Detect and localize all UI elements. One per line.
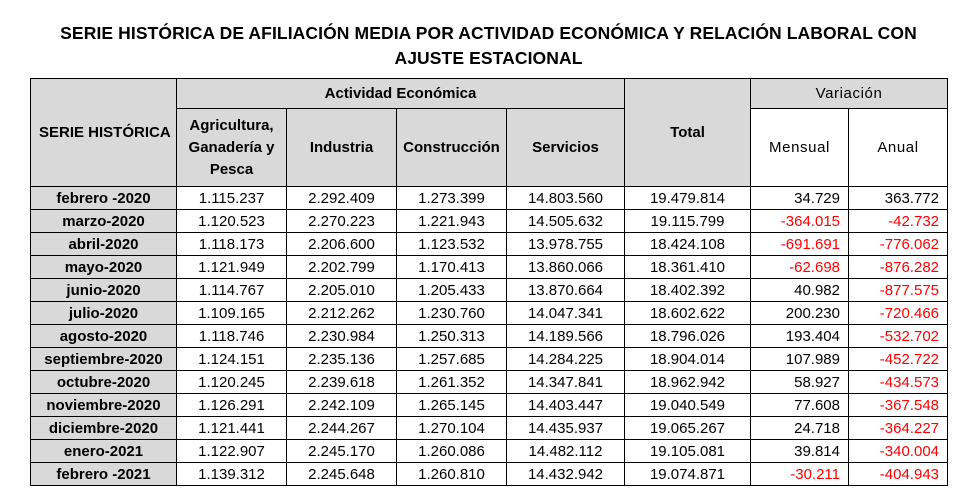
cell-mensual: 58.927 xyxy=(751,371,849,394)
cell-mensual: 193.404 xyxy=(751,325,849,348)
cell-mensual: -691.691 xyxy=(751,233,849,256)
cell-total: 19.105.081 xyxy=(625,440,751,463)
table-row xyxy=(31,256,948,279)
table-row xyxy=(31,348,948,371)
cell-servicios: 13.870.664 xyxy=(507,279,625,302)
cell-anual: -452.722 xyxy=(849,348,948,371)
header-servicios: Servicios xyxy=(507,109,625,187)
cell-agricultura: 1.118.746 xyxy=(177,325,287,348)
cell-mensual: 24.718 xyxy=(751,417,849,440)
row-period: febrero -2020 xyxy=(31,187,177,210)
cell-mensual: 39.814 xyxy=(751,440,849,463)
cell-total: 19.115.799 xyxy=(625,210,751,233)
cell-construccion: 1.205.433 xyxy=(397,279,507,302)
title-line-2: AJUSTE ESTACIONAL xyxy=(394,48,583,68)
cell-construccion: 1.123.532 xyxy=(397,233,507,256)
cell-total: 19.065.267 xyxy=(625,417,751,440)
cell-industria: 2.202.799 xyxy=(287,256,397,279)
header-industria: Industria xyxy=(287,109,397,187)
cell-total: 19.479.814 xyxy=(625,187,751,210)
cell-agricultura: 1.109.165 xyxy=(177,302,287,325)
cell-construccion: 1.170.413 xyxy=(397,256,507,279)
cell-construccion: 1.270.104 xyxy=(397,417,507,440)
table-row xyxy=(31,187,948,210)
cell-industria: 2.270.223 xyxy=(287,210,397,233)
cell-industria: 2.242.109 xyxy=(287,394,397,417)
cell-industria: 2.245.170 xyxy=(287,440,397,463)
cell-servicios: 14.189.566 xyxy=(507,325,625,348)
header-mensual: Mensual xyxy=(751,109,849,187)
row-period: agosto-2020 xyxy=(31,325,177,348)
row-period: noviembre-2020 xyxy=(31,394,177,417)
cell-agricultura: 1.120.245 xyxy=(177,371,287,394)
cell-anual: -434.573 xyxy=(849,371,948,394)
row-period: febrero -2021 xyxy=(31,463,177,486)
row-period: septiembre-2020 xyxy=(31,348,177,371)
cell-anual: -532.702 xyxy=(849,325,948,348)
cell-agricultura: 1.124.151 xyxy=(177,348,287,371)
header-agricultura: Agricultura, Ganadería y Pesca xyxy=(177,109,287,187)
cell-servicios: 13.860.066 xyxy=(507,256,625,279)
cell-agricultura: 1.139.312 xyxy=(177,463,287,486)
cell-anual: -877.575 xyxy=(849,279,948,302)
cell-total: 18.424.108 xyxy=(625,233,751,256)
cell-servicios: 14.505.632 xyxy=(507,210,625,233)
row-period: mayo-2020 xyxy=(31,256,177,279)
cell-servicios: 14.435.937 xyxy=(507,417,625,440)
cell-agricultura: 1.121.441 xyxy=(177,417,287,440)
cell-industria: 2.230.984 xyxy=(287,325,397,348)
cell-total: 18.402.392 xyxy=(625,279,751,302)
table-row xyxy=(31,371,948,394)
cell-anual: -404.943 xyxy=(849,463,948,486)
cell-anual: 363.772 xyxy=(849,187,948,210)
cell-servicios: 13.978.755 xyxy=(507,233,625,256)
cell-mensual: -364.015 xyxy=(751,210,849,233)
cell-construccion: 1.265.145 xyxy=(397,394,507,417)
table-body xyxy=(31,187,948,486)
cell-mensual: 107.989 xyxy=(751,348,849,371)
cell-construccion: 1.260.810 xyxy=(397,463,507,486)
cell-agricultura: 1.115.237 xyxy=(177,187,287,210)
header-total: Total xyxy=(625,79,751,187)
cell-agricultura: 1.118.173 xyxy=(177,233,287,256)
cell-industria: 2.205.010 xyxy=(287,279,397,302)
cell-total: 18.361.410 xyxy=(625,256,751,279)
cell-mensual: 200.230 xyxy=(751,302,849,325)
cell-construccion: 1.273.399 xyxy=(397,187,507,210)
cell-mensual: -30.211 xyxy=(751,463,849,486)
cell-industria: 2.206.600 xyxy=(287,233,397,256)
row-period: abril-2020 xyxy=(31,233,177,256)
cell-mensual: 34.729 xyxy=(751,187,849,210)
cell-agricultura: 1.114.767 xyxy=(177,279,287,302)
cell-servicios: 14.347.841 xyxy=(507,371,625,394)
table-row xyxy=(31,417,948,440)
cell-industria: 2.245.648 xyxy=(287,463,397,486)
cell-servicios: 14.284.225 xyxy=(507,348,625,371)
header-actividad-economica: Actividad Económica xyxy=(177,79,625,109)
cell-construccion: 1.257.685 xyxy=(397,348,507,371)
cell-servicios: 14.803.560 xyxy=(507,187,625,210)
cell-industria: 2.292.409 xyxy=(287,187,397,210)
cell-agricultura: 1.126.291 xyxy=(177,394,287,417)
cell-anual: -340.004 xyxy=(849,440,948,463)
cell-anual: -42.732 xyxy=(849,210,948,233)
table-row xyxy=(31,210,948,233)
row-period: marzo-2020 xyxy=(31,210,177,233)
affiliation-table xyxy=(30,78,948,486)
title-line-1: SERIE HISTÓRICA DE AFILIACIÓN MEDIA POR ACTIVIDAD ECONÓMICA Y RELACIÓN LABORAL CON xyxy=(60,23,917,43)
cell-servicios: 14.482.112 xyxy=(507,440,625,463)
header-construccion: Construcción xyxy=(397,109,507,187)
table-row xyxy=(31,279,948,302)
cell-total: 18.904.014 xyxy=(625,348,751,371)
cell-total: 18.602.622 xyxy=(625,302,751,325)
cell-anual: -367.548 xyxy=(849,394,948,417)
table-row xyxy=(31,463,948,486)
cell-mensual: 40.982 xyxy=(751,279,849,302)
cell-construccion: 1.250.313 xyxy=(397,325,507,348)
cell-anual: -720.466 xyxy=(849,302,948,325)
cell-total: 19.040.549 xyxy=(625,394,751,417)
cell-construccion: 1.230.760 xyxy=(397,302,507,325)
cell-construccion: 1.260.086 xyxy=(397,440,507,463)
row-period: junio-2020 xyxy=(31,279,177,302)
cell-agricultura: 1.120.523 xyxy=(177,210,287,233)
cell-agricultura: 1.122.907 xyxy=(177,440,287,463)
cell-total: 18.796.026 xyxy=(625,325,751,348)
cell-industria: 2.235.136 xyxy=(287,348,397,371)
table-row xyxy=(31,325,948,348)
page-title xyxy=(0,21,977,71)
cell-servicios: 14.432.942 xyxy=(507,463,625,486)
cell-industria: 2.244.267 xyxy=(287,417,397,440)
cell-servicios: 14.047.341 xyxy=(507,302,625,325)
cell-industria: 2.239.618 xyxy=(287,371,397,394)
table-row xyxy=(31,394,948,417)
cell-anual: -364.227 xyxy=(849,417,948,440)
cell-anual: -876.282 xyxy=(849,256,948,279)
row-period: diciembre-2020 xyxy=(31,417,177,440)
cell-total: 18.962.942 xyxy=(625,371,751,394)
cell-mensual: -62.698 xyxy=(751,256,849,279)
cell-agricultura: 1.121.949 xyxy=(177,256,287,279)
cell-construccion: 1.261.352 xyxy=(397,371,507,394)
cell-construccion: 1.221.943 xyxy=(397,210,507,233)
cell-anual: -776.062 xyxy=(849,233,948,256)
table-row xyxy=(31,233,948,256)
table-row xyxy=(31,302,948,325)
row-period: julio-2020 xyxy=(31,302,177,325)
header-variacion: Variación xyxy=(751,79,948,109)
header-anual: Anual xyxy=(849,109,948,187)
row-period: octubre-2020 xyxy=(31,371,177,394)
cell-industria: 2.212.262 xyxy=(287,302,397,325)
cell-total: 19.074.871 xyxy=(625,463,751,486)
table-row xyxy=(31,440,948,463)
cell-mensual: 77.608 xyxy=(751,394,849,417)
row-period: enero-2021 xyxy=(31,440,177,463)
cell-servicios: 14.403.447 xyxy=(507,394,625,417)
header-serie-historica: SERIE HISTÓRICA xyxy=(31,79,177,187)
